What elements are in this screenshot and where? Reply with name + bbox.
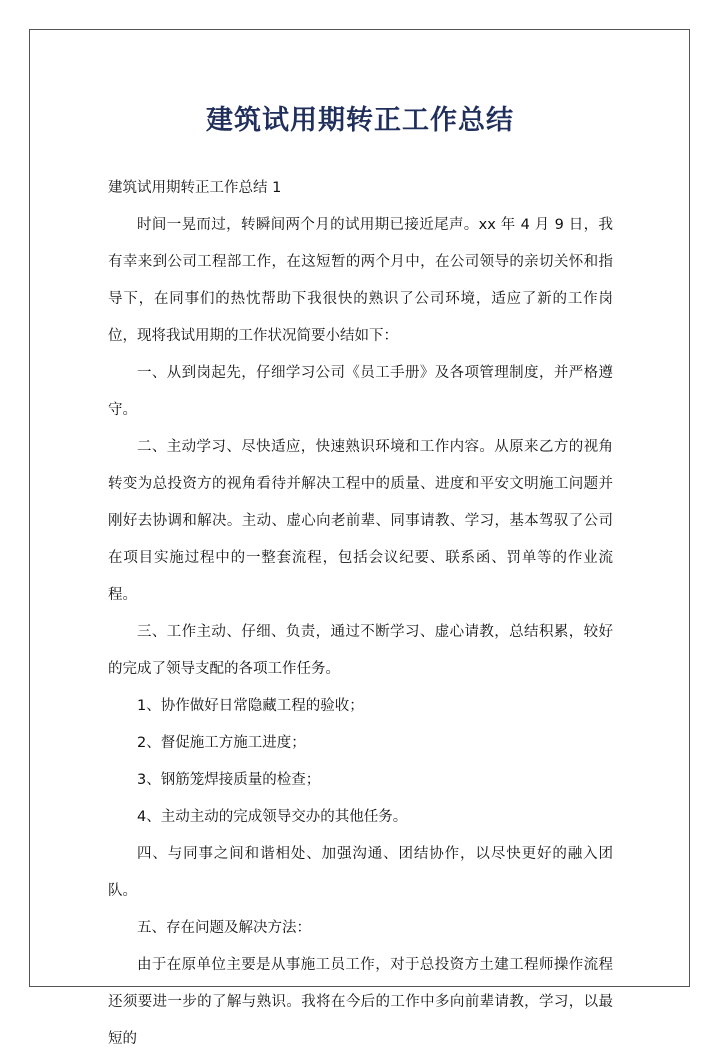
list-item-1: 1、协作做好日常隐藏工程的验收； <box>137 698 364 714</box>
paragraph-point-5: 五、存在问题及解决方法： <box>137 920 311 936</box>
paragraph-intro: 时间一晃而过，转瞬间两个月的试用期已接近尾声。xx 年 4 月 9 日，我有幸来到公司工程部工作，在这短暂的两个月中，在公司领导的亲切关怀和指导下，在同事们的热忱帮助下我很快的熟识了公司环境，适应了新的工作岗位，现将我试用期的工作状况简要小结如下： <box>108 217 613 344</box>
paragraph-problems: 由于在原单位主要是从事施工员工作，对于总投资方土建工程师操作流程还须要进一步的了解与熟识。我将在今后的工作中多向前辈请教，学习，以最短的 <box>108 957 613 1047</box>
paragraph-point-4: 四、与同事之间和谐相处、加强沟通、团结协作，以尽快更好的融入团队。 <box>108 846 613 899</box>
list-item-4: 4、主动主动的完成领导交办的其他任务。 <box>137 809 408 825</box>
paragraph-point-3: 三、工作主动、仔细、负责，通过不断学习、虚心请教，总结积累，较好的完成了领导支配的各项工作任务。 <box>108 624 613 677</box>
list-item-3: 3、钢筋笼焊接质量的检查； <box>137 772 321 788</box>
document-title: 建筑试用期转正工作总结 <box>206 105 514 136</box>
list-item-2: 2、督促施工方施工进度； <box>137 735 306 751</box>
document-body <box>108 170 613 1058</box>
paragraph-point-1: 一、从到岗起先，仔细学习公司《员工手册》及各项管理制度，并严格遵守。 <box>108 365 613 418</box>
paragraph-point-2: 二、主动学习、尽快适应，快速熟识环境和工作内容。从原来乙方的视角转变为总投资方的视角看待并解决工程中的质量、进度和平安文明施工问题并刚好去协调和解决。主动、虚心向老前辈、同事请教、学习，基本驾驭了公司在项目实施过程中的一整套流程，包括会议纪要、联系函、罚单等的作业流程。 <box>108 439 613 603</box>
section-subtitle: 建筑试用期转正工作总结 1 <box>108 180 282 196</box>
